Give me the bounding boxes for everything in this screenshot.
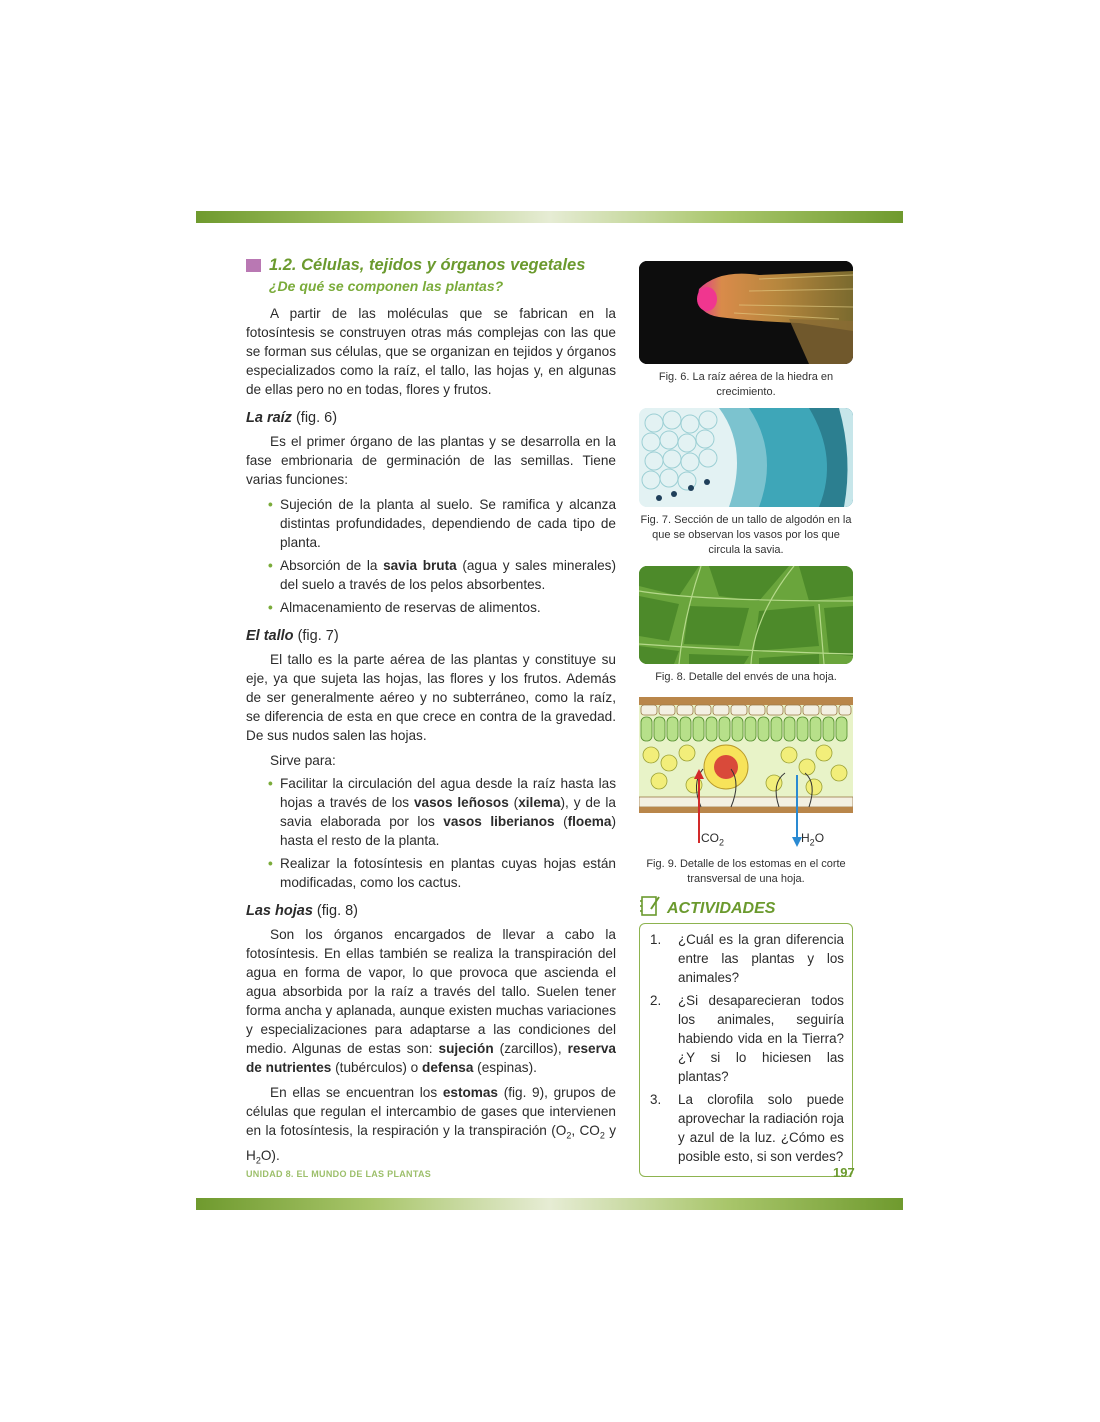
fig6-image <box>639 261 853 364</box>
tallo-serves: Sirve para: <box>270 753 336 768</box>
fig9-caption: Fig. 9. Detalle de los estomas en el corte transversal de una hoja. <box>646 858 846 885</box>
list-item: • Facilitar la circulación del agua desde la raíz hasta las hojas a través de los vasos leñosos (xilema), y de la savia elaborada por los vasos liberianos (floema) hasta el resto de la planta. <box>280 774 616 850</box>
tallo-intro: El tallo es la parte aérea de las plantas y constituye su eje, ya que sujeta las hojas, las flores y los frutos. Además de ser generalmente aéreo y no subterráneo, como la raíz, se diferencia de esta en que crece en contra de la gravedad. De sus nudos salen las hojas. <box>246 652 616 743</box>
fig6-caption: Fig. 6. La raíz aérea de la hiedra en crecimiento. <box>658 371 834 398</box>
top-decorative-bar <box>196 211 903 223</box>
hojas-paragraph-1: Son los órganos encargados de llevar a cabo la fotosíntesis. En ellas también se realiza la transpiración del agua en forma de vapor, lo que provoca que ascienda el agua absorbida por la raíz a través del tallo. Suelen tener forma ancha y aplanada, aunque existen muchas variaciones y especializaciones para adaptarse a las condiciones del medio. Algunas de estas son: sujeción (zarcillos), reserva de nutrientes (tubérculos) o defensa (espinas). <box>246 927 616 1075</box>
list-item: 3. La clorofila solo puede aprovechar la radiación roja y azul de la luz. ¿Cómo es posible esto, si son verdes? <box>650 1092 844 1164</box>
footer-unit: UNIDAD 8. EL MUNDO DE LAS PLANTAS <box>246 1169 432 1179</box>
notebook-icon <box>639 895 661 922</box>
list-item: 2. ¿Si desaparecieran todos los animales, seguiría habiendo vida en la Tierra? ¿Y si lo hiciesen las plantas? <box>650 993 844 1084</box>
list-item: • Realizar la fotosíntesis en plantas cuyas hojas están modificadas, como los cactus. <box>280 854 616 892</box>
raiz-heading: La raíz (fig. 6) <box>246 410 338 426</box>
bottom-decorative-bar <box>196 1198 903 1210</box>
section-intro: A partir de las moléculas que se fabrican en la fotosíntesis se construyen otras más complejas con las que se forman sus células, que se organizan en tejidos y órganos especializados como la raíz, el tallo, las hojas y, en algunas de ellas pero no en todas, flores y frutos. <box>246 306 616 397</box>
fig7-caption: Fig. 7. Sección de un tallo de algodón en la que se observan los vasos por los que circula la savia. <box>640 514 852 556</box>
fig9-diagram <box>639 693 853 851</box>
list-item: • Absorción de la savia bruta (agua y sales minerales) del suelo a través de los pelos absorbentes. <box>280 556 616 594</box>
raiz-intro: Es el primer órgano de las plantas y se desarrolla en la fase embrionaria de germinación de las semillas. Tiene varias funciones: <box>246 434 616 487</box>
tallo-list <box>246 774 616 892</box>
figures-column <box>639 261 853 1177</box>
section-title <box>246 256 616 275</box>
hojas-heading: Las hojas (fig. 8) <box>246 903 359 919</box>
section-subtitle: ¿De qué se componen las plantas? <box>269 278 504 294</box>
raiz-list <box>246 495 616 617</box>
co2-label: $CO_2$ <box>701 831 725 848</box>
list-item: • Almacenamiento de reservas de alimentos. <box>280 598 616 617</box>
page-number: 197 <box>833 1165 855 1180</box>
section-square-icon <box>246 259 261 272</box>
hojas-paragraph-2: En ellas se encuentran los estomas (fig. 9), grupos de células que regulan el intercambio de gases que intervienen en la fotosíntesis, la respiración y la transpiración ($O_2$, $CO_2$ y $H_2O$). <box>246 1085 616 1166</box>
section-title-text: 1.2. Células, tejidos y órganos vegetales <box>269 256 586 274</box>
activities-header <box>639 895 853 922</box>
activities-box <box>639 923 853 1177</box>
main-text-column <box>246 256 616 1176</box>
tallo-heading: El tallo (fig. 7) <box>246 628 339 644</box>
h2o-label: $H_2O$ <box>801 831 825 848</box>
activities-title: ACTIVIDADES <box>667 899 776 917</box>
list-item: 1. ¿Cuál es la gran diferencia entre las plantas y los animales? <box>650 932 844 985</box>
fig8-image <box>639 566 853 664</box>
fig8-caption: Fig. 8. Detalle del envés de una hoja. <box>655 671 837 683</box>
fig7-image <box>639 408 853 507</box>
list-item: • Sujeción de la planta al suelo. Se ramifica y alcanza distintas profundidades, dependiendo de cada tipo de planta. <box>280 495 616 552</box>
